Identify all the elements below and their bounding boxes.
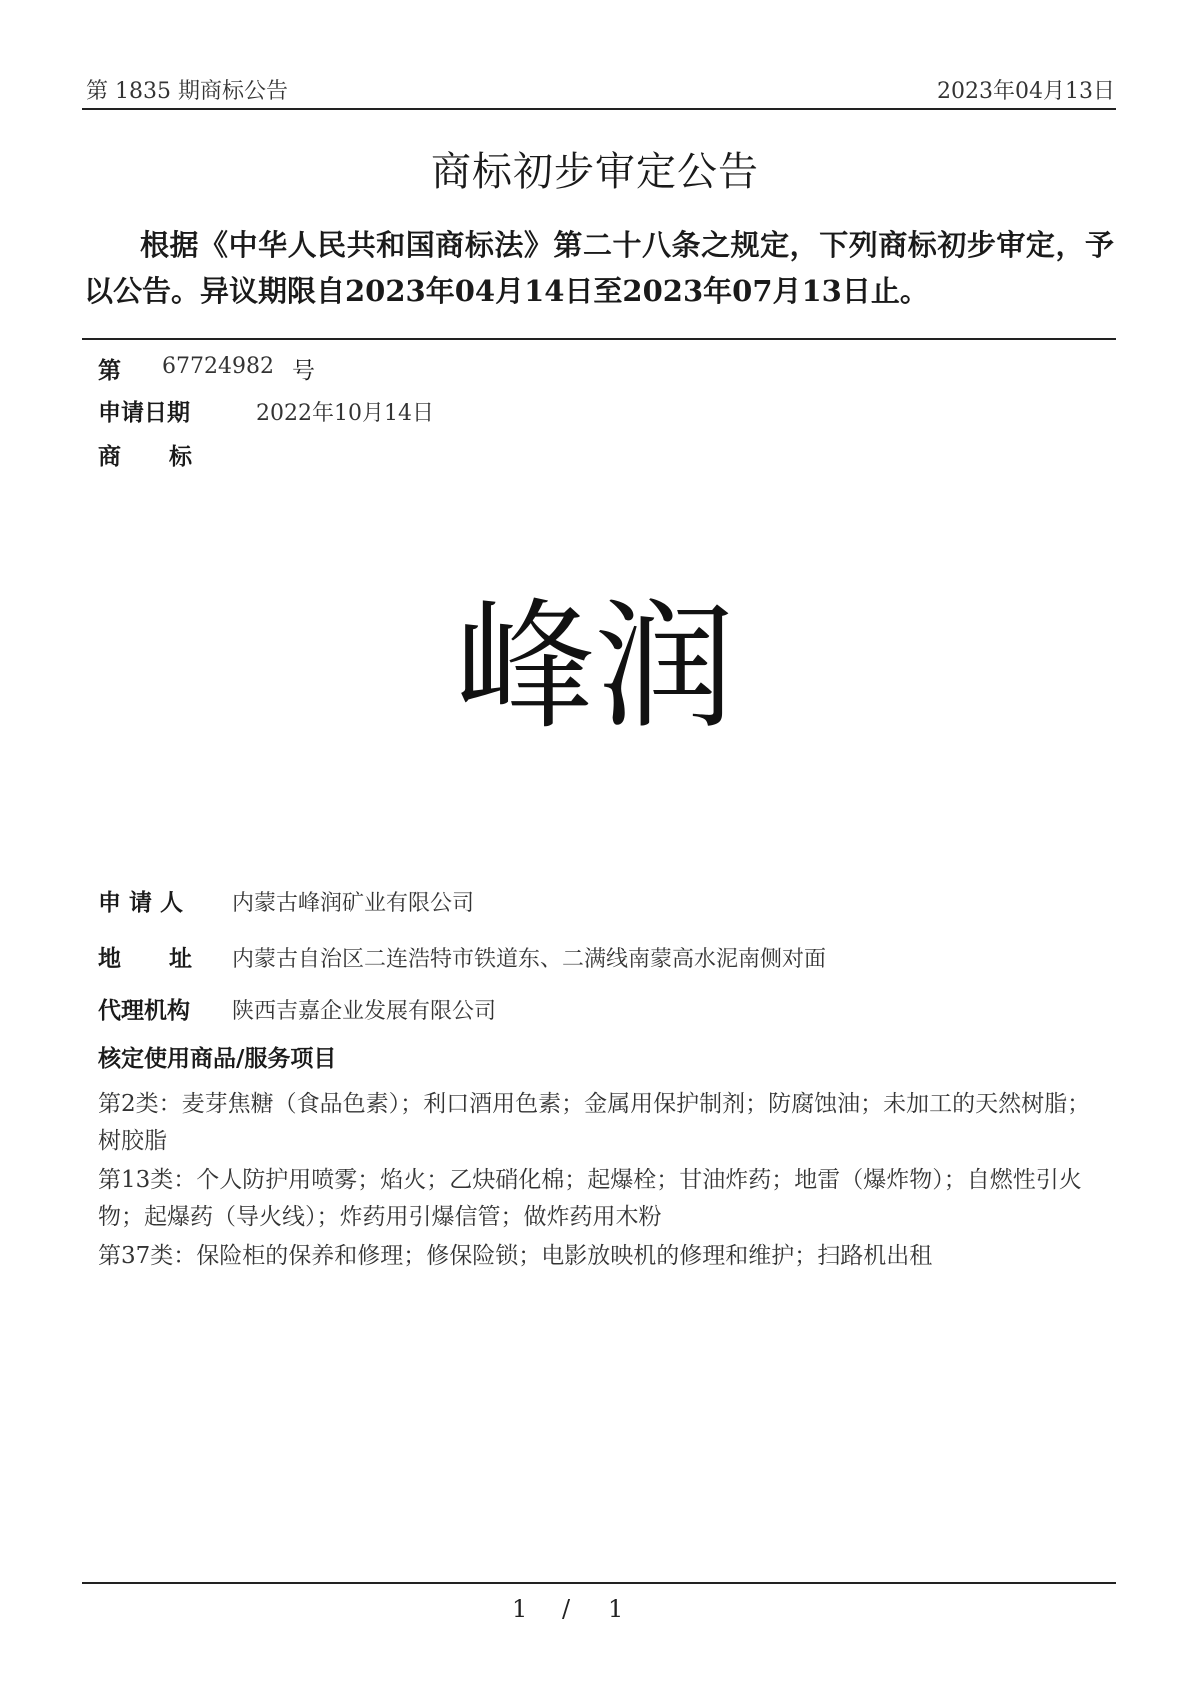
goods-label: 核定使用商品/服务项目: [98, 1046, 337, 1072]
application-number: 67724982: [162, 354, 274, 379]
agent-name: 陕西吉嘉企业发展有限公司: [232, 999, 497, 1024]
issue-date: 2023年04月13日: [937, 79, 1115, 104]
section-rule: [82, 338, 1116, 340]
footer-rule: [82, 1582, 1116, 1584]
number-suffix: 号: [292, 358, 315, 384]
address-label: 地 址: [98, 946, 193, 972]
page-number: 1: [512, 1595, 528, 1623]
page-total: 1: [608, 1595, 624, 1623]
filing-date: 2022年10月14日: [256, 401, 434, 426]
intro-paragraph: 根据《中华人民共和国商标法》第二十八条之规定，下列商标初步审定，予以公告。异议期限自2023年04月14日至2023年07月13日止。: [84, 228, 1114, 308]
issue-number: 第 1835 期商标公告: [86, 79, 288, 104]
goods-class-37: 第37类：保险柜的保养和修理；修保险锁；电影放映机的修理和维护；扫路机出租: [98, 1243, 933, 1269]
page-separator: /: [562, 1595, 571, 1623]
applicant-name: 内蒙古峰润矿业有限公司: [232, 891, 475, 916]
filing-date-label: 申请日期: [98, 400, 190, 426]
header-rule: [82, 108, 1116, 110]
page-title: 商标初步审定公告: [431, 149, 759, 195]
applicant-label: 申 请 人: [98, 890, 184, 916]
number-prefix: 第: [98, 358, 121, 384]
goods-class-13: 第13类：个人防护用喷雾；焰火；乙炔硝化棉；起爆栓；甘油炸药；地雷（爆炸物）；自燃性引火物；起爆药（导火线）；炸药用引爆信管；做炸药用木粉: [98, 1167, 1082, 1230]
agent-label: 代理机构: [98, 998, 190, 1024]
trademark-image: 峰润: [454, 586, 735, 749]
mark-label: 商 标: [98, 444, 193, 470]
goods-class-2: 第2类：麦芽焦糖（食品色素）；利口酒用色素；金属用保护制剂；防腐蚀油；未加工的天然树脂；树胶脂: [98, 1091, 1091, 1154]
address-value: 内蒙古自治区二连浩特市铁道东、二满线南蒙高水泥南侧对面: [232, 947, 827, 972]
